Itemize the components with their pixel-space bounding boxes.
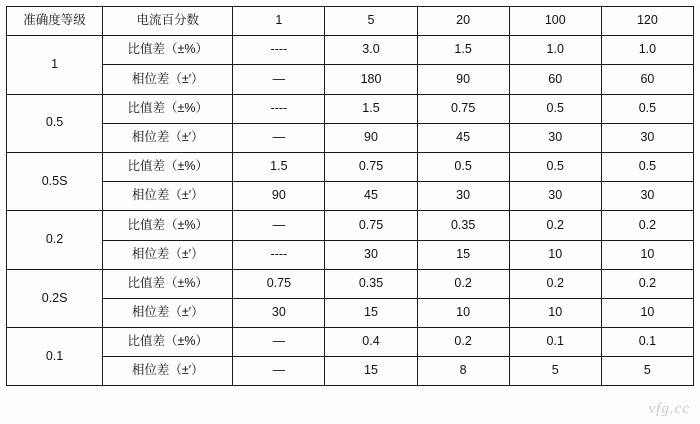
cell-value: 10 bbox=[601, 240, 693, 269]
cell-value: 1.0 bbox=[509, 36, 601, 65]
grade-cell: 0.2 bbox=[7, 211, 103, 269]
row-label: 相位差（±′） bbox=[103, 65, 233, 94]
cell-value: 30 bbox=[509, 182, 601, 211]
cell-value: 10 bbox=[509, 298, 601, 327]
grade-cell: 0.5 bbox=[7, 94, 103, 152]
cell-value: 0.5 bbox=[509, 94, 601, 123]
accuracy-class-table bbox=[6, 6, 694, 386]
cell-value: 0.75 bbox=[417, 94, 509, 123]
header-col-4: 100 bbox=[509, 7, 601, 36]
document-page bbox=[0, 6, 700, 424]
cell-value: ---- bbox=[233, 36, 325, 65]
cell-value: 45 bbox=[417, 123, 509, 152]
header-col-3: 20 bbox=[417, 7, 509, 36]
table-row bbox=[7, 298, 694, 327]
cell-value: 0.75 bbox=[325, 152, 417, 181]
cell-value: 15 bbox=[325, 357, 417, 386]
cell-value: 0.5 bbox=[509, 152, 601, 181]
cell-value: — bbox=[233, 328, 325, 357]
grade-cell: 1 bbox=[7, 36, 103, 94]
cell-value: 8 bbox=[417, 357, 509, 386]
cell-value: 3.0 bbox=[325, 36, 417, 65]
cell-value: 15 bbox=[325, 298, 417, 327]
row-label: 相位差（±′） bbox=[103, 357, 233, 386]
grade-cell: 0.5S bbox=[7, 152, 103, 210]
cell-value: 1.0 bbox=[601, 36, 693, 65]
row-label: 比值差（±%） bbox=[103, 211, 233, 240]
cell-value: 5 bbox=[601, 357, 693, 386]
cell-value: — bbox=[233, 123, 325, 152]
cell-value: — bbox=[233, 357, 325, 386]
cell-value: 10 bbox=[417, 298, 509, 327]
row-label: 比值差（±%） bbox=[103, 36, 233, 65]
row-label: 比值差（±%） bbox=[103, 269, 233, 298]
cell-value: 90 bbox=[233, 182, 325, 211]
cell-value: 90 bbox=[417, 65, 509, 94]
table-row bbox=[7, 123, 694, 152]
cell-value: 30 bbox=[233, 298, 325, 327]
cell-value: 30 bbox=[601, 123, 693, 152]
cell-value: 0.35 bbox=[417, 211, 509, 240]
table-row bbox=[7, 94, 694, 123]
row-label: 比值差（±%） bbox=[103, 328, 233, 357]
cell-value: 0.2 bbox=[509, 269, 601, 298]
row-label: 相位差（±′） bbox=[103, 240, 233, 269]
cell-value: 1.5 bbox=[417, 36, 509, 65]
table-row bbox=[7, 269, 694, 298]
cell-value: 60 bbox=[509, 65, 601, 94]
cell-value: 90 bbox=[325, 123, 417, 152]
table-row bbox=[7, 152, 694, 181]
cell-value: 0.1 bbox=[509, 328, 601, 357]
cell-value: 0.2 bbox=[601, 269, 693, 298]
cell-value: 0.1 bbox=[601, 328, 693, 357]
cell-value: 1.5 bbox=[325, 94, 417, 123]
cell-value: 1.5 bbox=[233, 152, 325, 181]
row-label: 比值差（±%） bbox=[103, 94, 233, 123]
table-row bbox=[7, 357, 694, 386]
cell-value: 30 bbox=[601, 182, 693, 211]
header-col-5: 120 bbox=[601, 7, 693, 36]
cell-value: 0.2 bbox=[509, 211, 601, 240]
header-current-percent: 电流百分数 bbox=[103, 7, 233, 36]
cell-value: 30 bbox=[325, 240, 417, 269]
cell-value: 0.35 bbox=[325, 269, 417, 298]
table-row bbox=[7, 65, 694, 94]
cell-value: 0.5 bbox=[601, 152, 693, 181]
cell-value: 45 bbox=[325, 182, 417, 211]
cell-value: ---- bbox=[233, 240, 325, 269]
table-row bbox=[7, 328, 694, 357]
cell-value: 0.2 bbox=[417, 328, 509, 357]
table-row bbox=[7, 211, 694, 240]
cell-value: 10 bbox=[509, 240, 601, 269]
cell-value: 5 bbox=[509, 357, 601, 386]
cell-value: 0.75 bbox=[325, 211, 417, 240]
cell-value: — bbox=[233, 211, 325, 240]
cell-value: 0.5 bbox=[417, 152, 509, 181]
row-label: 相位差（±′） bbox=[103, 182, 233, 211]
row-label: 比值差（±%） bbox=[103, 152, 233, 181]
cell-value: 0.4 bbox=[325, 328, 417, 357]
cell-value: 0.2 bbox=[417, 269, 509, 298]
cell-value: 10 bbox=[601, 298, 693, 327]
cell-value: 15 bbox=[417, 240, 509, 269]
cell-value: 0.2 bbox=[601, 211, 693, 240]
row-label: 相位差（±′） bbox=[103, 123, 233, 152]
cell-value: 60 bbox=[601, 65, 693, 94]
table-header-row bbox=[7, 7, 694, 36]
cell-value: ---- bbox=[233, 94, 325, 123]
cell-value: 0.75 bbox=[233, 269, 325, 298]
cell-value: 0.5 bbox=[601, 94, 693, 123]
grade-cell: 0.1 bbox=[7, 328, 103, 386]
table-row bbox=[7, 36, 694, 65]
table-row bbox=[7, 182, 694, 211]
header-col-2: 5 bbox=[325, 7, 417, 36]
header-col-1: 1 bbox=[233, 7, 325, 36]
watermark: vfg.cc bbox=[648, 401, 690, 417]
cell-value: 30 bbox=[417, 182, 509, 211]
cell-value: 180 bbox=[325, 65, 417, 94]
row-label: 相位差（±′） bbox=[103, 298, 233, 327]
grade-cell: 0.2S bbox=[7, 269, 103, 327]
cell-value: 30 bbox=[509, 123, 601, 152]
table-row bbox=[7, 240, 694, 269]
header-accuracy-class: 准确度等级 bbox=[7, 7, 103, 36]
cell-value: — bbox=[233, 65, 325, 94]
